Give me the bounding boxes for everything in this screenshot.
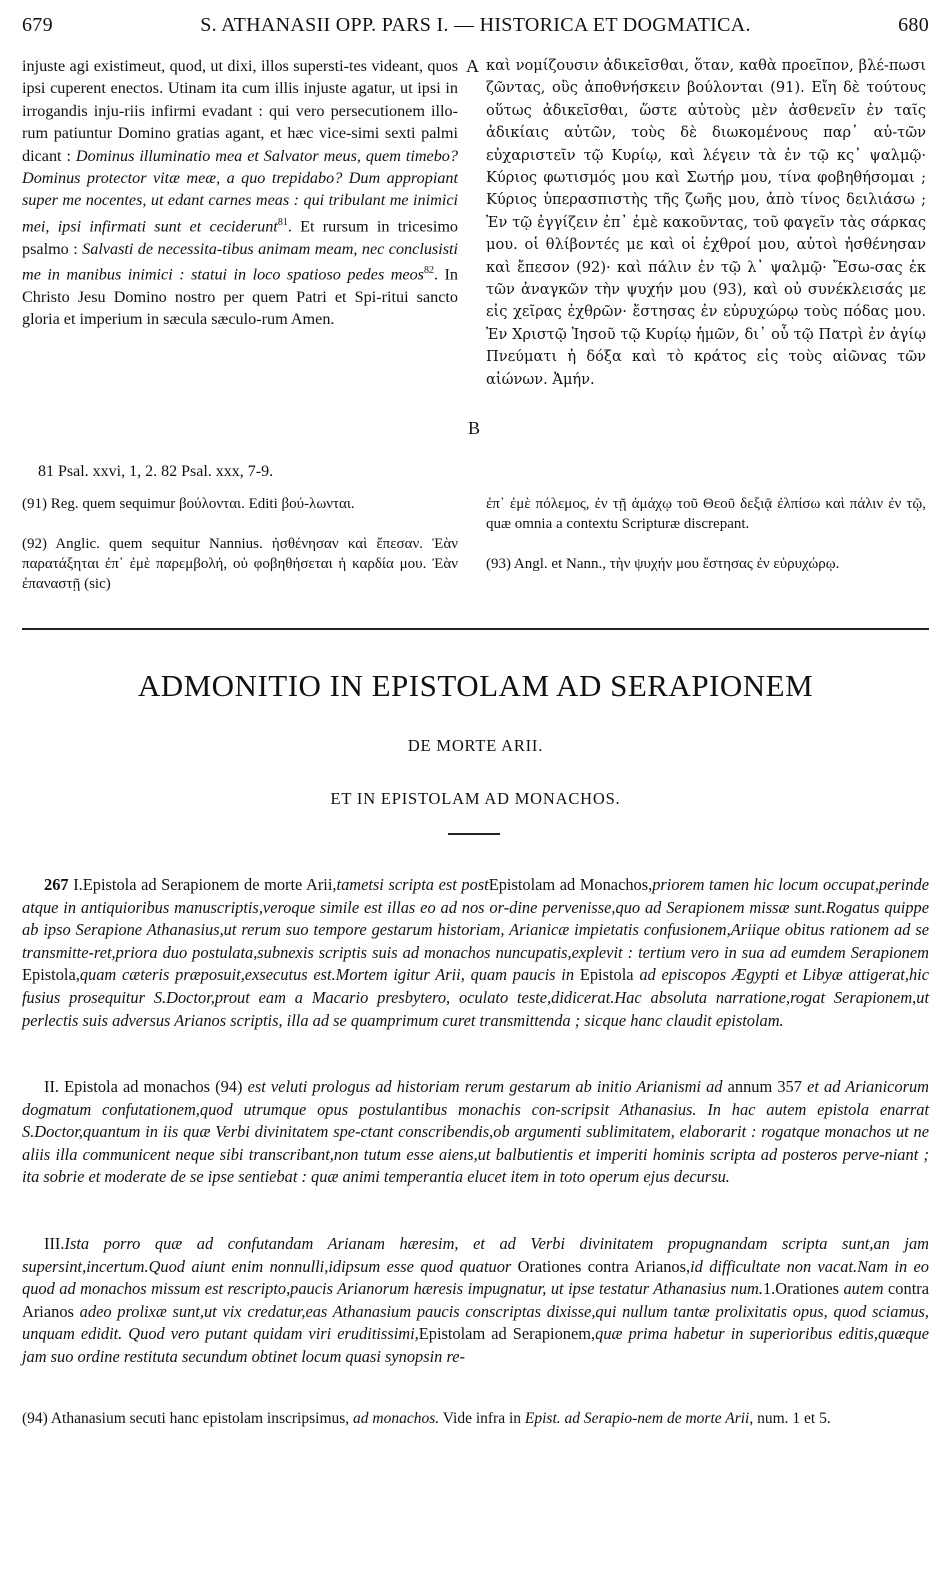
p3-text-1: III. [44,1234,65,1253]
p3-text-4: contra Arianos [22,1279,929,1321]
subtitle-ad-monachos: ET IN EPISTOLAM AD MONACHOS. [330,789,621,808]
p1-italic-2: priorem tamen hic locum occupat,perinde atque in antiquioribus manuscriptis,veroque simile est illas eo ad nos or-dine pervenisse,quo ad Serapionem missæ sunt.Rogatus quippe ab ipso Serapione Athanasius,ut rerum suo tempore gestarum historiam, Arianicæ impietatis confusionem,Ariique obitus rationem ad se transmitte-ret,priora duo postulata,subnexis scriptis suis ad monachos nuncupatis,explevit : tertium vero in sua ad eumdem Serapionem [22,875,930,962]
greek-column: καὶ νομίζουσιν ἀδικεῖσθαι, ὅταν, καθὰ προεῖπον, βλέ-πωσι ζῶντας, οὓς ἀποθνήσκειν βούλονται (91). Εἴη δὲ τούτους οὕτως ἀδικεῖσθαι, ὥστε αὐτοὺς μὲν ἀσθενεῖν ἐν ταῖς ἀδικίαις αὐτῶν, τοὺς δὲ διωκομένους παρ᾽ αὐ-τῶν εὐχαριστεῖν τῷ Κυρίῳ, καὶ λέγειν τὰ ἐν τῷ κς᾽ ψαλμῷ· Κύριος φωτισμός μου καὶ Σωτήρ μου, τίνα φοβηθήσομαι ; Κύριος ὑπερασπιστὴς τῆς ζωῆς μου, ἀπὸ τίνος δειλιάσω ; Ἐν τῷ ἐγγίζειν ἐπ᾽ ἐμὲ κακοῦντας, τοῦ φαγεῖν τὰς σάρκας μου. οἱ θλίβοντές με καὶ οἱ ἐχθροί μου, αὐτοὶ ἠσθένησαν καὶ ἔπεσον (92)· καὶ πάλιν ἐν τῷ λ᾽ ψαλμῷ· Ἔσω-σας ἐκ τῶν ἀναγκῶν τὴν ψυχήν μου (93), καὶ οὐ συνέκλεισάς με εἰς χεῖρας ἐχθρῶν· ἔστησας ἐν εὐρυχώρῳ τοὺς πόδας μου. Ἐν Χριστῷ Ἰησοῦ τῷ Κυρίῳ ἡμῶν, δι᾽ οὗ τῷ Πατρὶ ἐν ἁγίῳ Πνεύματι ἡ δόξα καὶ τὸ κράτος εἰς τοὺς αἰῶνας τῶν αἰώνων. Ἀμήν. [486,57,926,388]
margin-letter-a: A [466,56,479,76]
page-number-left: 679 [22,14,53,36]
p1-italic-4: ad episcopos Ægypti et Libyæ attigerat,hic fusius prosequitur S.Doctor,prout eam a Macario presbytero, oculato teste,didicerat.Hac absoluta narratione,rogat Serapionem,ut perlectis suis adversus Arianos scriptis, illa ad se quamprimum curet transmittenda ; sicque hanc claudit epistolam. [22,965,929,1030]
page-number-right: 680 [898,14,929,36]
paragraph-2 [22,1076,929,1189]
footnote-92-continued: ἐπ᾽ ἐμὲ πόλεμος, ἐν τῇ ἀμάχῳ τοῦ Θεοῦ δεξιᾷ ἐλπίσω καὶ πάλιν ἐν τῷ, quæ omnia a contextu Scripturæ discrepant. [486,496,926,532]
p3-italic-4: adeo prolixæ sunt,ut vix credatur,eas Athanasium paucis conscriptas dixisse,qui nullum tantæ prolixitatis opus, quod sciamus, unquam edidit. Quod vero putant quidam viri eruditissimi, [22,1301,929,1344]
running-title: S. ATHANASII OPP. PARS I. — HISTORICA ET DOGMATICA. [200,14,751,36]
p3-text-5: Epistolam ad Serapionem, [418,1324,596,1344]
scripture-refs: 81 Psal. xxvi, 1, 2. 82 Psal. xxx, 7-9. [38,463,274,480]
p2-italic-2: et ad Arianicorum dogmatum confutationem,quod utrumque opus postulantibus monachis con-scripsit Athanasius. In hac autem epistola enarrat S.Doctor,quantum in iis quæ Verbi divinitatem spe-ctant conscribendis,ob argumenti sublimitatem, elaborarit : rogatque monachos ut ne aliis illa communicent neque sibi transcribant,non tutum esse aiens,ut balbutientis et imperiti hominis scripta ad posteros perve-niant ; ita sobrie et moderate de se ipse sentiebat : quæ animi temperantia elucet item in toto operum ejus decursu. [22,1077,930,1187]
p2-italic-1: est veluti prologus ad historiam rerum gestarum ab initio Arianismi ad [247,1077,723,1096]
p1-text-2: Epistolam ad Monachos, [488,875,653,894]
subtitle-de-morte-arii: DE MORTE ARII. [407,736,544,755]
footnote-94 [22,1408,929,1429]
title-rule [448,833,500,835]
latin-column [22,55,458,331]
p3-italic-1: Ista porro quæ ad confutandam Arianam hæresim, et ad Verbi divinitatem propugnandam scripta sunt,an jam supersint,incertum.Quod aiunt enim nonnulli,idipsum esse quod quatuor [22,1234,929,1276]
p3-italic-3: autem [843,1279,884,1299]
page-header [22,14,929,40]
section-title: ADMONITIO IN EPISTOLAM AD SERAPIONEM [137,668,814,703]
ref-82: 82 [423,265,434,277]
footnote-93: (93) Angl. et Nann., τὴν ψυχήν μου ἔστησας ἐν εὐρυχώρῳ. [486,556,840,572]
p3-text-2: Orationes contra Arianos, [517,1256,691,1276]
p1-italic-1: tametsi scripta est post [336,875,489,894]
margin-letter-b: B [468,418,481,438]
section-divider [22,628,929,630]
latin-quote-2: Salvasti de necessita-tibus animam meam, nec conclusisti me in manibus inimici : statui in loco spatioso pedes meos [22,239,459,284]
p3-italic-5: quæ prima habetur in superioribus editis,quæque jam suo ordine restituta secundum obtinet locum quasi synopsin re- [22,1324,929,1366]
p2-text-1: II. Epistola ad monachos (94) [44,1077,243,1096]
fn94-text-1: (94) Athanasium secuti hanc epistolam inscripsimus, [22,1410,350,1427]
paragraph-3 [22,1233,929,1369]
fn94-text-2: Vide infra in [442,1410,522,1427]
footnote-91: (91) Reg. quem sequimur βούλονται. Editi βού-λωνται. [22,496,355,512]
fn94-italic-2: Epist. ad Serapio-nem de morte Arii, [524,1410,754,1427]
p1-text-3: Epistola, [22,965,80,985]
latin-text-1: injuste agi existimeut, quod, ut dixi, illos supersti-tes videant, quos ipsi cuperent enectos. Utinam ita cum illis injuste agatur, ut ipsi in irrogandis inju-riis infirmi evadant : qui vero persecutionem illo-rum patiuntur Domino gratias agant, et hæc vice-simi sexti palmi dicant : [22,57,458,165]
column-number: 267 [44,875,69,894]
fn94-italic-1: ad monachos. [353,1410,440,1427]
latin-quote-1: Dominus illuminatio mea et Salvator meus, quem timebo? Dominus protector vitæ meæ, a quo trepidabo? Dum appropiant super me nocentes, ut edant carnes meas : qui tribulant me inimici mei, ipsi infirmati sunt et ceciderunt [22,146,458,236]
p1-text-4: Epistola [579,965,634,985]
latin-text-2: . Et rursum in tricesimo psalmo : [22,217,459,258]
paragraph-1 [22,874,929,1032]
p3-italic-2: id difficultate non vacat.Nam in eo quod ad monachos missum est rescripto,paucis Arianorum hæresis impugnatur, ut ipse testatur Athanasius num. [22,1256,929,1299]
ref-81: 81 [277,216,288,228]
p2-text-2: annum 357 [727,1077,802,1096]
p1-text-1: I.Epistola ad Serapionem de morte Arii, [73,875,337,894]
latin-text-3: . In Christo Jesu Domino nostro per quem Patri et Spi-ritui sancto gloria et imperium in sæcula sæculo-rum Amen. [22,265,458,329]
p1-italic-3: quam cæteris præposuit,exsecutus est.Mortem igitur Arii, quam paucis in [79,965,575,985]
footnote-92: (92) Anglic. quem sequitur Nannius. ἠσθένησαν καὶ ἔπεσαν. Ἐὰν παρατάξηται ἐπ᾽ ἐμὲ παρεμβολή, οὐ φοβηθήσεται ἡ καρδία μου. Ἐὰν ἐπαναστῇ (sic) [22,536,458,592]
fn94-text-3: num. 1 et 5. [757,1410,831,1427]
p3-text-3: 1.Orationes [762,1279,839,1299]
